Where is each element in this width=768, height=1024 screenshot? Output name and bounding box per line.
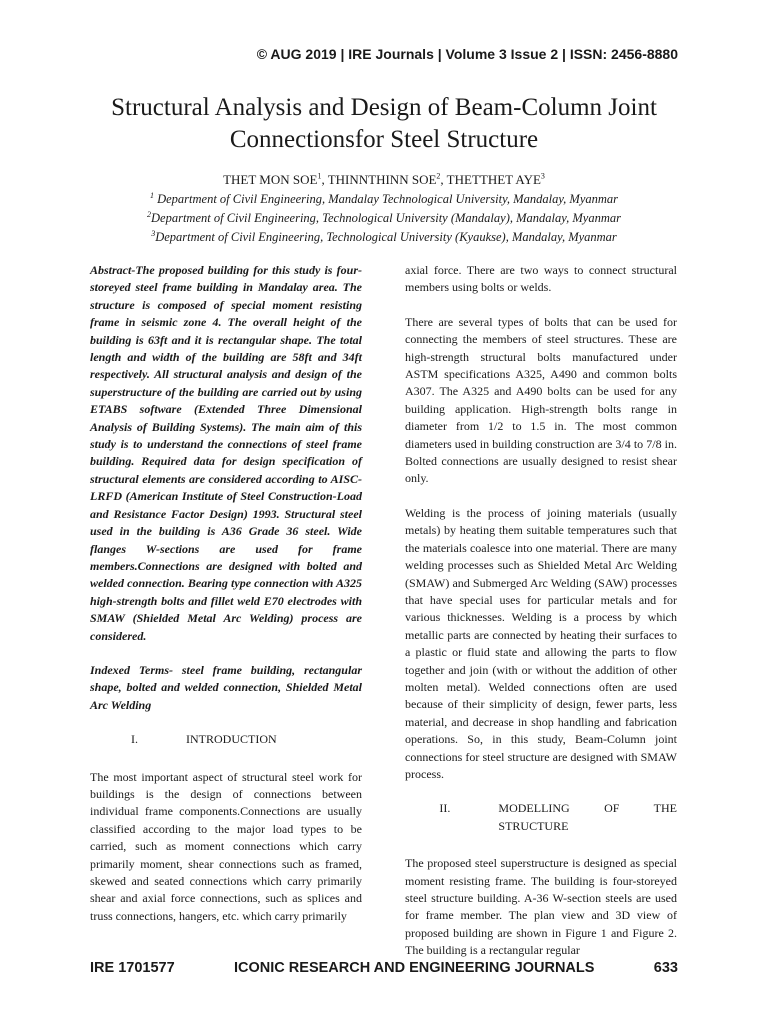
author-list: THET MON SOE$^1$, THINNTHINN SOE$^2$, THETTHET AYE$^3$ xyxy=(223,171,545,187)
author-name: THET MON SOE xyxy=(223,172,318,187)
paragraph: axial force. There are two ways to connect structural members using bolts or welds. xyxy=(405,263,677,295)
section-title: INTRODUCTION xyxy=(186,732,277,747)
section-number: I. xyxy=(131,732,138,747)
affiliation xyxy=(40,228,728,247)
section-number: II. xyxy=(439,801,451,816)
author-name: THETTHET AYE xyxy=(446,172,541,187)
title-line-2: Connectionsfor Steel Structure xyxy=(229,126,539,153)
affiliation-sup: 3 xyxy=(151,228,156,238)
paragraph: There are several types of bolts that can be used for connecting the members of steel structures. These are high-strength structural bolts manufactured under ASTM specifications A325, A490 and common bolts A307. The A325 and A490 bolts can be used for any building application. High-strength bolts range in diameter from 1/2 to 1.5 in. The most common diameters used in building construction are 3/4 to 7/8 in. Bolted connections are usually designed to resist shear only. xyxy=(405,314,677,486)
abstract: Abstract-The proposed building for this study is four-storeyed steel frame building in Mandalay area. The structure is composed of special moment resisting frame in seismic zone 4. The overall height of the building is 63ft and it is rectangular shape. The total length and width of the building are 58ft and 34ft respectively. All structural analysis and design of the superstructure of the building are carried out by using ETABS software (Extended Three Dimensional Analysis of Building Systems). The main aim of this study is to understand the connections of steel frame building. Required data for design specification of structural elements are considered according to AISC-LRFD (American Institute of Steel Construction-Load and Resistance Factor Design) 1993. Structural steel used in the building is A36 Grade 36 steel. Wide flanges W-sections are used for frame members.Connections are designed with bolted and welded connection. Bearing type connection with A325 high-strength bolts and fillet weld E70 electrodes with SMAW (Shielded Metal Arc Welding) process are considered. xyxy=(90,263,362,643)
modelling-paragraph: The proposed steel superstructure is designed as special moment resisting frame. The building is four-storeyed steel structure building. A-36 W-section steels are used for frame member. The plan view and 3D view of proposed building are shown in Figure 1 and Figure 2. The building is a rectangular regular xyxy=(405,856,677,958)
section-heading-introduction xyxy=(90,731,362,748)
footer-journal: ICONIC RESEARCH AND ENGINEERING JOURNALS xyxy=(234,960,595,976)
paper-title xyxy=(40,92,728,156)
section-title: MODELLING OF THE STRUCTURE xyxy=(498,801,677,833)
paragraph: Welding is the process of joining materials (usually metals) by heating them suitable temperatures such that the materials coalesce into one material. There are many welding processes such as Shielded Metal Arc Welding (SMAW) and Submerged Arc Welding (SAW) processes that have special uses for particular metals and for various thicknesses. Welding is a process by which metallic parts are connected by heating their surfaces to a plastic or fluid state and allowing the parts to flow together and join (with or without the addition of other molten metal). Welded connections often are used because of their simplicity of design, fewer parts, less material, and decrease in shop handling and fabrication operations. So, in this study, Beam-Column joint connections for steel structure are designed with SMAW process. xyxy=(405,505,677,781)
affiliation-text: Department of Civil Engineering, Mandalay Technological University, Mandalay, Myanmar xyxy=(153,192,619,206)
index-terms: Indexed Terms- steel frame building, rectangular shape, bolted and welded connection, Shielded Metal Arc Welding xyxy=(90,662,362,712)
author-sup: 1 xyxy=(317,171,322,181)
title-line-1: Structural Analysis and Design of Beam-Column Joint xyxy=(111,94,657,121)
affiliation-text: Department of Civil Engineering, Technological University (Kyaukse), Mandalay, Myanmar xyxy=(155,230,617,244)
left-column xyxy=(90,262,362,942)
author-name: THINNTHINN SOE xyxy=(327,172,437,187)
right-column xyxy=(405,262,677,977)
journal-header: © AUG 2019 | IRE Journals | Volume 3 Issue 2 | ISSN: 2456-8880 xyxy=(256,46,678,62)
page-footer xyxy=(90,960,678,976)
affiliation xyxy=(40,209,728,228)
author-sup: 3 xyxy=(540,171,545,181)
affiliation-text: Department of Civil Engineering, Technological University (Mandalay), Mandalay, Myanmar xyxy=(151,211,621,225)
author-sup: 2 xyxy=(436,171,441,181)
affiliation-sup: 1 xyxy=(149,190,154,200)
section-heading-modelling xyxy=(405,800,677,835)
affiliation-sup: 2 xyxy=(147,209,152,219)
footer-id: IRE 1701577 xyxy=(90,960,175,976)
page-number: 633 xyxy=(653,960,678,976)
affiliations xyxy=(40,190,728,247)
affiliation xyxy=(40,190,728,209)
intro-paragraph: The most important aspect of structural steel work for buildings is the design of connections between individual frame components.Connections are usually classified according to the major load types to be carried, such as moment connections which carry primarily moment, shear connections such as framed, skewed and seated connections which carry primarily shear and axial force connections, such as splices and truss connections, hangers, etc. which carry primarily xyxy=(90,769,362,923)
